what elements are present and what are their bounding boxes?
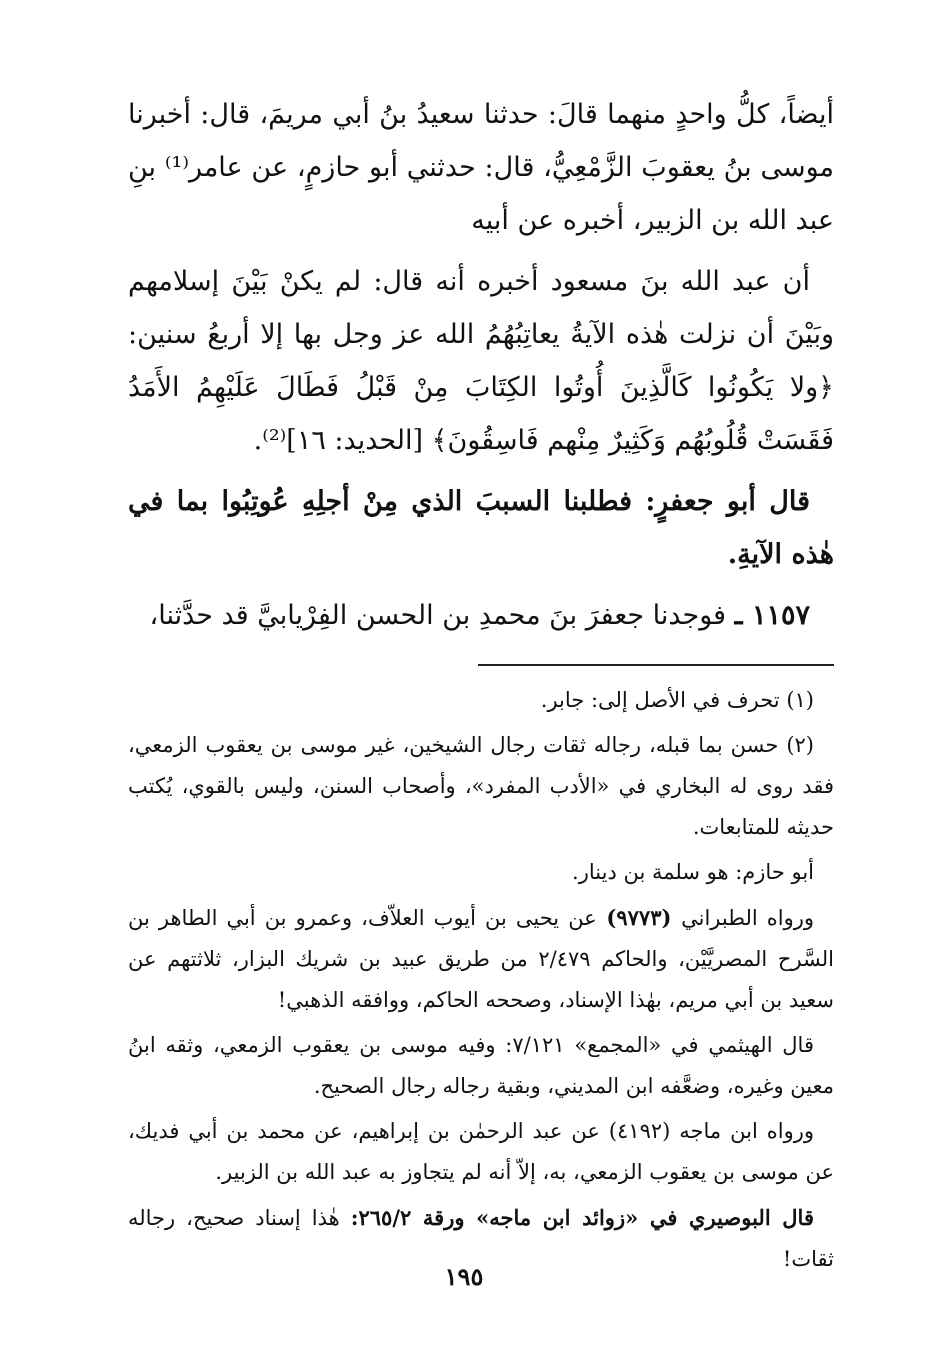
- page-number: ١٩٥: [444, 1262, 484, 1291]
- footnote-4-number: (٩٧٧٣): [596, 905, 682, 930]
- quran-verse: ﴿ولا يَكُونُوا كَالَّذِينَ أُوتُوا الكِتَابَ مِنْ قَبْلُ فَطَالَ عَلَيْهِمُ الأَمَدُ فَقَسَتْ قُلُوبُهُم وَكَثِيرٌ مِنْهم فَاسِقُونَ﴾: [128, 372, 834, 456]
- footnote-3: أبو حازم: هو سلمة بن دينار.: [572, 860, 814, 884]
- footnote-2: (٢) حسن بما قبله، رجاله ثقات رجال الشيخين، غير موسى بن يعقوب الزمعي، فقد روى له البخاري في «الأدب المفرد»، وأصحاب السنن، وليس بالقوي، يُكتب حديثه للمتابعات.: [128, 733, 834, 839]
- main-paragraph-3: [128, 475, 834, 581]
- footnote-separator: [478, 664, 834, 666]
- verse-reference: [الحديد: ١٦]⁽²⁾.: [253, 425, 432, 456]
- page-body: [128, 88, 834, 1318]
- footnote-6: ورواه ابن ماجه (٤١٩٢) عن عبد الرحمٰن بن إبراهيم، عن محمد بن أبي فديك، عن موسى بن يعقوب الزمعي، به، إلاّ أنه لم يتجاوز به عبد الله بن الزبير.: [128, 1119, 834, 1184]
- footnotes-section: [128, 680, 834, 1280]
- footnote-5: قال الهيثمي في «المجمع» ٧/١٢١: وفيه موسى بن يعقوب الزمعي، وثقه ابنُ معين وغيره، وضعَّفه ابن المديني، وبقية رجاله رجال الصحيح.: [128, 1033, 834, 1098]
- main-paragraph-4: [128, 589, 834, 642]
- abu-jafar-lead: قال أبو جعفرٍ:: [645, 486, 810, 517]
- footnote-4-text: عن يحيى بن أيوب العلاّف، وعمرو بن أبي الطاهر بن السَّرح المصريَّيْن، والحاكم ٢/٤٧٩ من طريق عبيد بن شريك البزار، ثلاثتهم عن سعيد بن أبي مريم، بهٰذا الإسناد، وصححه الحاكم، ووافقه الذهبي!: [128, 906, 834, 1012]
- footnote-4-lead: ورواه الطبراني: [681, 906, 815, 930]
- main-paragraph-1: أيضاً، كلُّ واحدٍ منهما قالَ: حدثنا سعيدُ بنُ أبي مريمَ، قال: أخبرنا موسى بنُ يعقوبَ الزَّمْعِيُّ، قال: حدثني أبو حازمٍ، عن عامر⁽¹⁾ بنِ عبد الله بن الزبير، أخبره عن أبيه: [128, 99, 834, 236]
- footnote-1: (١) تحرف في الأصل إلى: جابر.: [540, 688, 814, 712]
- footnote-4: [128, 897, 834, 1021]
- footnote-7-lead: قال البوصيري في «زوائد ابن ماجه» ورقة ٢٦٥/٢:: [350, 1205, 814, 1230]
- paragraph-3-text: فطلبنا السببَ الذي مِنْ أجلِهِ عُوتِبُوا بما في هٰذه الآيةِ.: [128, 486, 834, 570]
- footnote-7-text: هٰذا إسناد صحيح، رجاله ثقات!: [128, 1206, 834, 1271]
- hadith-number: ١١٥٧ ـ: [734, 600, 810, 631]
- paragraph-2-text: أن عبد الله بنَ مسعود أخبره أنه قال: لم يكنْ بَيْنَ إسلامهم وبَيْنَ أن نزلت هٰذه الآيةُ يعاتِبُهُمُ الله عز وجل بها إلا أربعُ سنين:: [128, 266, 834, 350]
- paragraph-4-text: فوجدنا جعفرَ بنَ محمدِ بن الحسن الفِرْيابيَّ قد حدَّثنا،: [149, 600, 735, 631]
- main-paragraph-2: [128, 255, 834, 467]
